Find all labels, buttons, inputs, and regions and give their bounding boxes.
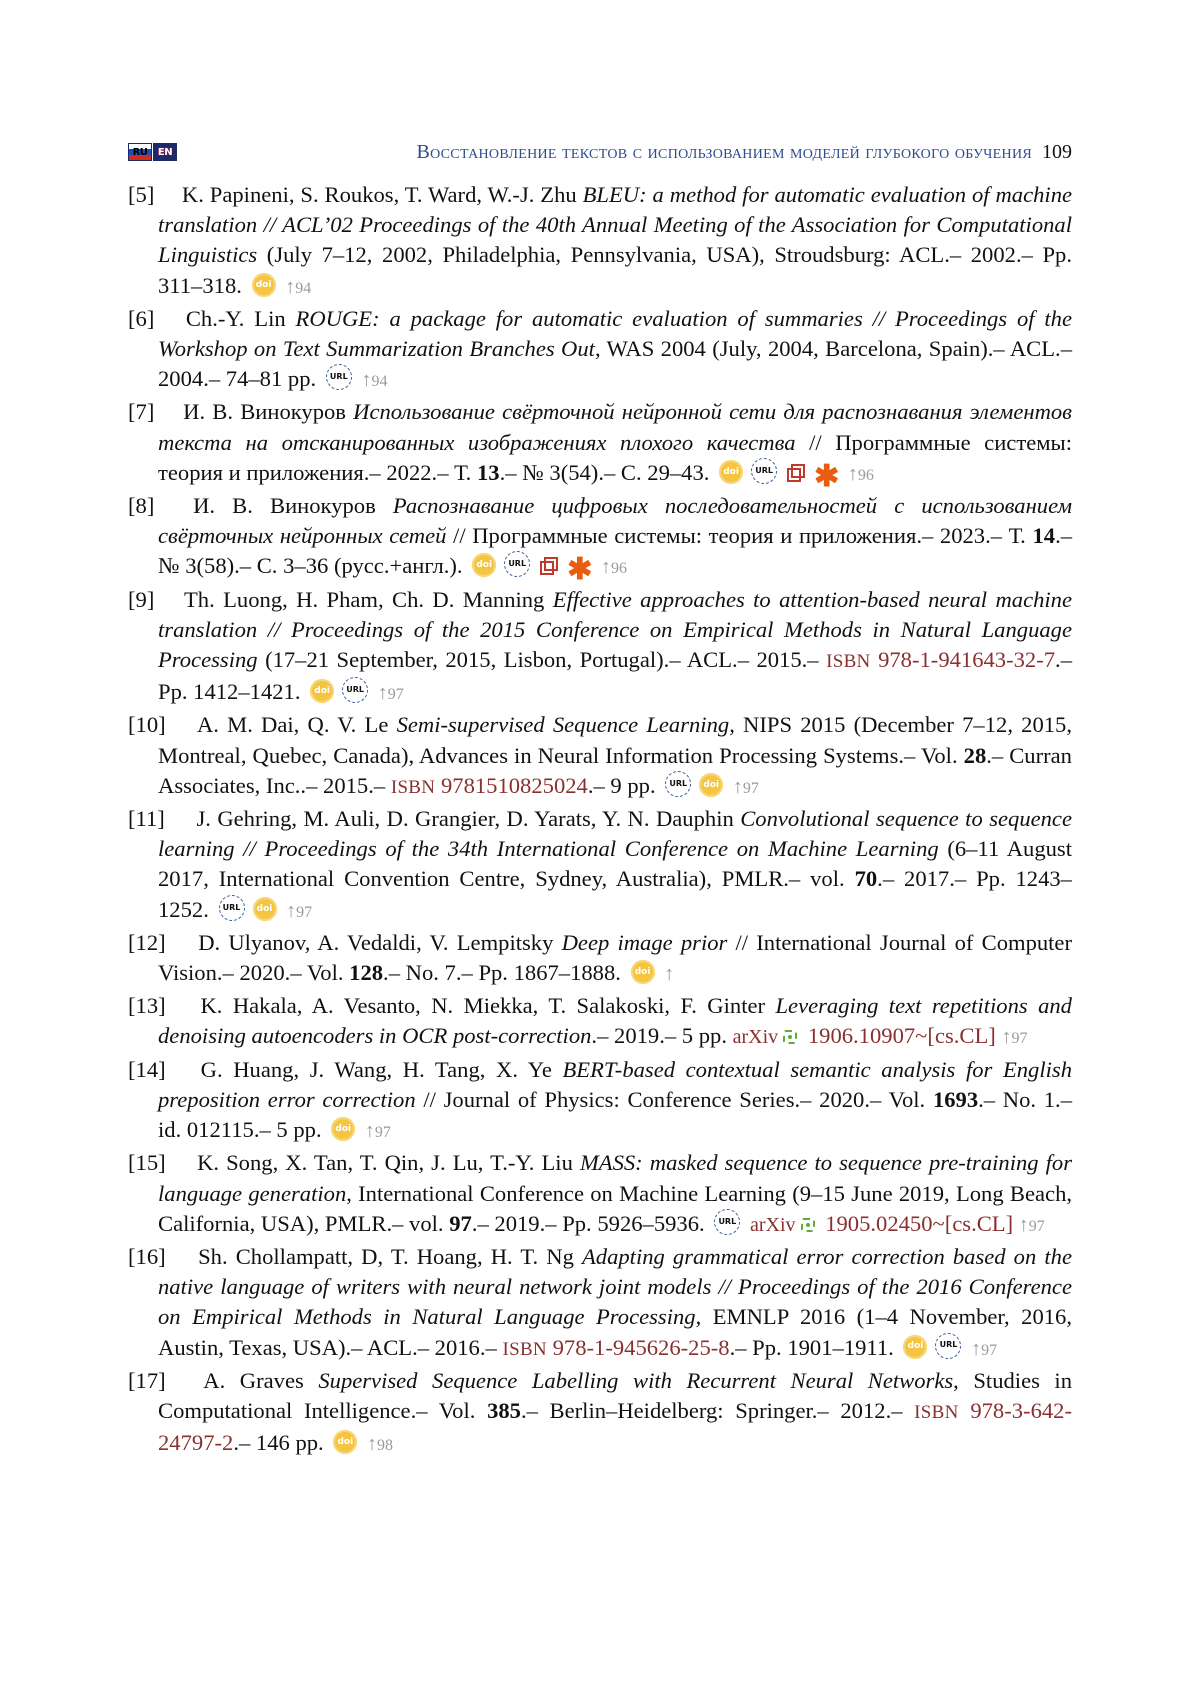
flag-en-text: EN — [157, 146, 173, 158]
up-arrow-icon: ↑ — [361, 369, 372, 392]
reference-details: , EMNLP 2016 (1–4 November, 2016, Austin, Texas, USA).– ACL.– 2016.– — [158, 1304, 1072, 1360]
reference-title: Convolutional sequence to sequence learning // Proceedings of the 34th International Conference on Machine Learning — [158, 806, 1072, 862]
reference-number: [10] — [128, 712, 166, 738]
up-arrow-icon: ↑ — [601, 556, 611, 579]
page-number: 109 — [1042, 140, 1072, 163]
reference-title: BERT-based contextual semantic analysis for English preposition error correction — [158, 1056, 1072, 1112]
mathnet-icon[interactable]: ✱ — [567, 553, 593, 587]
reference-authors: Sh. Chollampatt, D, T. Hoang, H. T. Ng — [198, 1243, 574, 1269]
reference-number: [5] — [128, 182, 155, 207]
reference-title: Deep image prior — [561, 929, 728, 955]
reference-number: [6] — [128, 305, 155, 331]
reference-title: Adapting grammatical error correction based on the native language of writers with neural network joint models // Proceedings of the 2016 Conference on Empirical Methods in Natural Language Processing — [158, 1243, 1072, 1330]
reference-details: .– 2017.– Pp. 1243–1252. — [158, 866, 1072, 922]
reference-details: .– 146 pp. — [233, 1430, 324, 1456]
reference-authors: J. Gehring, M. Auli, D. Grangier, D. Yarats, Y. N. Dauphin — [196, 806, 734, 832]
reference-details: , Studies in Computational Intelligence.– Vol. — [158, 1367, 1073, 1423]
reference-number: [13] — [128, 993, 166, 1019]
reference-authors: G. Huang, J. Wang, H. Tang, X. Ye — [200, 1056, 552, 1082]
reference-item — [128, 304, 1072, 398]
language-flag[interactable] — [128, 142, 177, 162]
reference-details: .– № 3(58).– С. 3–36 (русс.+англ.). — [158, 523, 1073, 579]
doi-icon[interactable] — [331, 1117, 355, 1141]
backref-link[interactable] — [364, 1120, 391, 1143]
reference-number: [17] — [128, 1367, 166, 1393]
reference-item — [128, 710, 1072, 804]
reference-details: .– Pp. 1412–1421. — [158, 647, 1072, 705]
reference-details: // Программные системы: теория и приложения.– 2023.– Т. — [453, 523, 1026, 549]
arxiv-link[interactable]: 1905.02450~[cs.CL] — [825, 1210, 1014, 1236]
reference-title: Распознавание цифровых последовательностей с использованием свёрточных нейронных сетей — [158, 493, 1072, 549]
mathnet-icon[interactable]: ✱ — [814, 459, 840, 493]
isbn-label: ISBN — [502, 1338, 547, 1360]
reference-details: (July 7–12, 2002, Philadelphia, Pennsylvania, USA), Stroudsburg: ACL.– 2002.– Pp. 311–318. — [158, 242, 1073, 298]
reference-details: .– No. 7.– Pp. 1867–1888. — [383, 960, 621, 986]
arxiv-icon[interactable] — [798, 1215, 818, 1235]
reference-authors: Ch.-Y. Lin — [185, 305, 286, 331]
backref-page: 97 — [1011, 1030, 1028, 1048]
backref-link[interactable] — [377, 682, 404, 705]
ads-icon[interactable] — [538, 555, 560, 577]
backref-page: 96 — [857, 466, 874, 484]
backref-page: 96 — [611, 560, 627, 578]
url-icon[interactable] — [342, 677, 368, 703]
backref-link[interactable] — [367, 1433, 393, 1456]
reference-item — [128, 928, 1072, 991]
reference-item — [128, 180, 1072, 304]
reference-title: ROUGE: a package for automatic evaluation of summaries // Proceedings of the Workshop on Text Summarization Branches Out — [158, 305, 1072, 362]
reference-number: [12] — [128, 929, 166, 955]
reference-volume: 97 — [449, 1210, 472, 1236]
up-arrow-icon: ↑ — [286, 899, 297, 922]
reference-details: .– Curran Associates, Inc..– 2015.– — [158, 742, 1072, 798]
reference-item — [128, 1055, 1072, 1149]
flag-ru-icon[interactable] — [128, 143, 152, 161]
up-arrow-icon: ↑ — [847, 462, 858, 485]
reference-details: .– 2019.– Pp. 5926–5936. — [471, 1210, 705, 1236]
flag-en-icon[interactable] — [153, 143, 177, 161]
isbn-label: ISBN — [390, 776, 436, 798]
backref-link[interactable] — [601, 556, 627, 579]
up-arrow-icon: ↑ — [285, 275, 296, 298]
reference-title: MASS: masked sequence to sequence pre-training for language generation — [158, 1150, 1072, 1206]
reference-number: [14] — [128, 1056, 166, 1082]
backref-page: 97 — [387, 686, 404, 704]
reference-item — [128, 397, 1072, 491]
reference-volume: 385 — [487, 1397, 521, 1423]
reference-number: [8] — [128, 493, 155, 519]
backref-link[interactable] — [847, 462, 874, 485]
isbn-label: ISBN — [914, 1401, 959, 1423]
backref-link[interactable] — [732, 775, 759, 798]
doi-icon[interactable] — [310, 679, 334, 703]
reference-details: , WAS 2004 (July, 2004, Barcelona, Spain).– ACL.– 2004.– 74–81 pp. — [158, 336, 1072, 392]
reference-volume: 1693 — [932, 1086, 979, 1112]
backref-page: 98 — [377, 1437, 393, 1455]
arxiv-icon[interactable] — [780, 1027, 800, 1047]
backref-link[interactable] — [286, 899, 313, 922]
isbn-link[interactable]: 978-1-941643-32-7 — [878, 647, 1056, 673]
reference-item — [128, 991, 1072, 1054]
reference-volume: 13 — [477, 459, 500, 485]
isbn-link[interactable]: 978-1-945626-25-8 — [552, 1334, 730, 1360]
reference-title: Effective approaches to attention-based neural machine translation // Proceedings of the 2015 Conference on Empirical Methods in Natural Language Processing — [158, 586, 1072, 673]
backref-page: 97 — [981, 1341, 998, 1359]
doi-icon[interactable] — [719, 460, 743, 484]
up-arrow-icon: ↑ — [971, 1337, 982, 1360]
up-arrow-icon: ↑ — [1001, 1026, 1012, 1049]
ads-icon[interactable] — [785, 462, 807, 484]
doi-icon[interactable] — [472, 553, 496, 577]
reference-number: [16] — [128, 1243, 166, 1269]
reference-volume: 28 — [963, 742, 987, 768]
up-arrow-icon: ↑ — [364, 1120, 375, 1143]
reference-item — [128, 585, 1072, 711]
reference-number: [15] — [128, 1150, 166, 1176]
reference-details: .– 9 pp. — [587, 772, 656, 798]
reference-details: .– № 3(54).– С. 29–43. — [499, 459, 710, 485]
reference-volume: 128 — [349, 960, 384, 986]
backref-page: 94 — [295, 279, 312, 297]
reference-authors: И. В. Винокуров — [193, 493, 376, 519]
backref-page: 97 — [296, 903, 313, 921]
arxiv-label: arXiv — [749, 1213, 796, 1236]
doi-icon[interactable] — [253, 897, 277, 921]
backref-link[interactable] — [1001, 1026, 1028, 1049]
url-icon[interactable] — [326, 364, 352, 390]
reference-title: BLEU: a method for automatic evaluation of machine translation // ACL’02 Proceedings of the 40th Annual Meeting of the Association for Computational Linguistics — [158, 182, 1073, 268]
url-icon[interactable] — [935, 1333, 961, 1359]
reference-authors: A. Graves — [203, 1367, 304, 1393]
reference-item — [128, 804, 1072, 928]
backref-link[interactable] — [971, 1337, 998, 1360]
reference-authors: Th. Luong, H. Pham, Ch. D. Manning — [183, 586, 545, 612]
flag-ru-text: RU — [132, 146, 148, 158]
reference-details: .– No. 1.– id. 012115.– 5 pp. — [158, 1086, 1072, 1143]
reference-number: [9] — [128, 586, 155, 612]
up-arrow-icon: ↑ — [367, 1433, 377, 1456]
backref-link[interactable] — [361, 369, 388, 392]
reference-item — [128, 1242, 1072, 1366]
up-arrow-icon: ↑ — [664, 963, 675, 986]
reference-details: , NIPS 2015 (December 7–12, 2015, Montreal, Quebec, Canada), Advances in Neural Information Processing Systems.– Vol. — [158, 712, 1072, 768]
reference-item — [128, 1148, 1072, 1242]
doi-icon[interactable] — [699, 773, 723, 797]
reference-authors: D. Ulyanov, A. Vedaldi, V. Lempitsky — [198, 929, 554, 955]
reference-authors: A. M. Dai, Q. V. Le — [196, 712, 389, 738]
reference-number: [7] — [128, 399, 155, 425]
reference-details: , International Conference on Machine Learning (9–15 June 2019, Long Beach, California, USA), PMLR.– vol. — [158, 1180, 1073, 1236]
reference-title: Использование свёрточной нейронной сети для распознавания элементов текста на отсканированных изображениях плохого качества — [158, 399, 1072, 455]
backref-link[interactable] — [285, 275, 312, 298]
doi-icon[interactable] — [631, 960, 655, 984]
backref-page: 97 — [374, 1124, 391, 1142]
reference-volume: 70 — [854, 866, 878, 892]
reference-details: // International Journal of Computer Vision.– 2020.– Vol. — [158, 929, 1072, 986]
backref-page: 97 — [742, 779, 759, 797]
isbn-label: ISBN — [826, 651, 871, 673]
backref-page: 97 — [1028, 1217, 1045, 1235]
reference-number: [11] — [128, 806, 165, 832]
reference-title: Semi-supervised Sequence Learning — [396, 712, 730, 738]
isbn-link[interactable]: 9781510825024 — [440, 772, 588, 798]
running-title[interactable]: Восстановление текстов с использованием моделей глубокого обучения — [416, 140, 1032, 163]
url-icon[interactable] — [751, 458, 777, 484]
reference-title: Leveraging text repetitions and denoising autoencoders in OCR post-correction — [158, 993, 1072, 1049]
up-arrow-icon: ↑ — [1018, 1213, 1029, 1236]
up-arrow-icon: ↑ — [732, 775, 743, 798]
running-header — [128, 137, 1072, 167]
arxiv-label: arXiv — [732, 1026, 779, 1049]
doi-icon[interactable] — [903, 1335, 927, 1359]
reference-details: // Journal of Physics: Conference Series.– 2020.– Vol. — [423, 1086, 926, 1112]
doi-icon[interactable] — [333, 1430, 357, 1454]
isbn-link[interactable]: 978-3-642-24797-2 — [158, 1397, 1072, 1456]
url-icon[interactable] — [219, 895, 245, 921]
reference-details: .– 2019.– 5 pp. — [591, 1023, 727, 1049]
reference-authors: K. Hakala, A. Vesanto, N. Miekka, T. Salakoski, F. Ginter — [200, 993, 766, 1019]
reference-details: // Программные системы: теория и приложения.– 2022.– Т. — [158, 429, 1072, 485]
up-arrow-icon: ↑ — [377, 682, 388, 705]
reference-details: (17–21 September, 2015, Lisbon, Portugal).– ACL.– 2015.– — [265, 647, 819, 673]
reference-volume: 14 — [1032, 523, 1056, 549]
url-icon[interactable] — [665, 771, 691, 797]
reference-details: .– Pp. 1901–1911. — [729, 1334, 894, 1360]
reference-item — [128, 491, 1072, 585]
arxiv-link[interactable]: 1906.10907~[cs.CL] — [807, 1023, 996, 1049]
url-icon[interactable] — [504, 551, 530, 577]
reference-authors: K. Papineni, S. Roukos, T. Ward, W.-J. Zhu — [181, 182, 577, 207]
backref-link[interactable] — [664, 963, 675, 986]
url-icon[interactable] — [714, 1209, 740, 1235]
reference-details: (6–11 August 2017, International Convention Centre, Sydney, Australia), PMLR.– vol. — [158, 836, 1073, 892]
reference-title: Supervised Sequence Labelling with Recurrent Neural Networks — [318, 1367, 954, 1393]
reference-authors: K. Song, X. Tan, T. Qin, J. Lu, T.-Y. Liu — [197, 1150, 573, 1176]
backref-page: 94 — [371, 373, 388, 391]
backref-link[interactable] — [1018, 1213, 1045, 1236]
reference-authors: И. В. Винокуров — [183, 399, 346, 425]
doi-icon[interactable] — [252, 273, 276, 297]
reference-details: .– Berlin–Heidelberg: Springer.– 2012.– — [520, 1397, 903, 1423]
reference-item — [128, 1366, 1072, 1462]
reference-list — [128, 180, 1072, 1461]
